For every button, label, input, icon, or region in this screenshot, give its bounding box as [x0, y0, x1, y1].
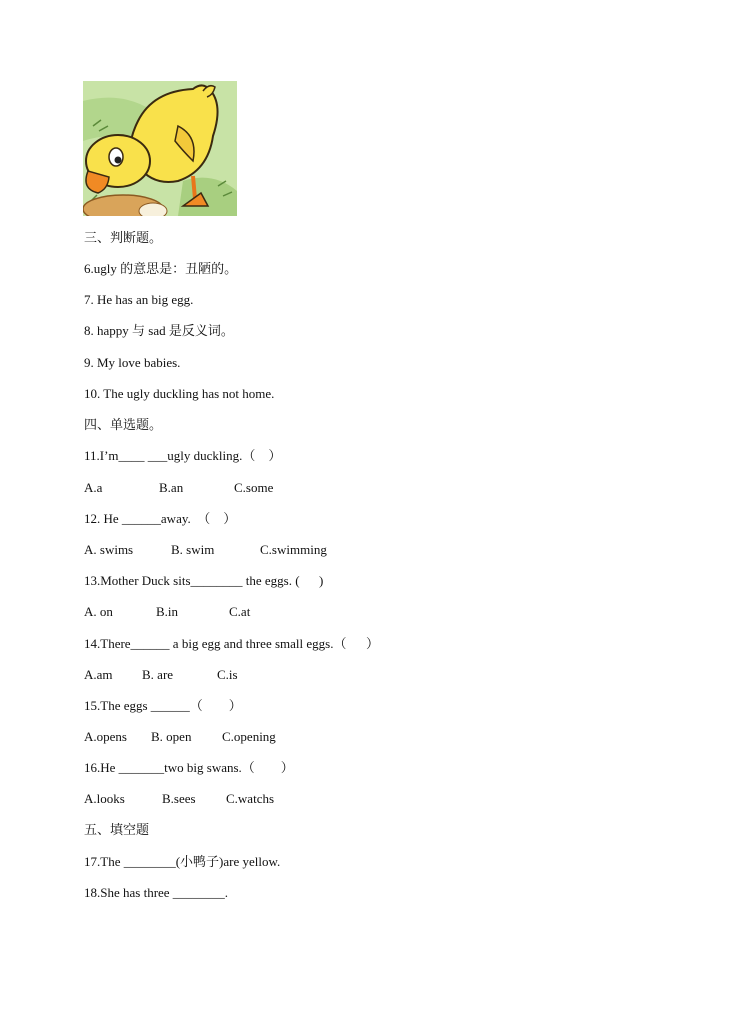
question-15: 15.The eggs ______（ ） [84, 698, 242, 713]
q16-option-c: C.watchs [226, 791, 275, 806]
q15-option-c: C.opening [222, 729, 276, 744]
question-16: 16.He _______two big swans.（ ） [84, 760, 294, 775]
section-title-choice: 四、单选题。 [84, 417, 163, 432]
q12-option-a: A. swims [84, 542, 134, 557]
question-14: 14.There______ a big egg and three small eggs.（ ） [84, 636, 379, 651]
question-13: 13.Mother Duck sits________ the eggs. ( ) [84, 573, 324, 588]
q15-option-b: B. open [151, 729, 192, 744]
q13-option-c: C.at [229, 604, 251, 619]
fill-item-18: 18.She has three ________. [84, 885, 229, 900]
judge-item-7: 7. He has an big egg. [84, 292, 194, 307]
section-title-judge: 三、判断题。 [84, 230, 163, 245]
q16-option-b: B.sees [162, 791, 196, 806]
question-11: 11.I’m____ ___ugly duckling.（ ） [84, 448, 282, 463]
q16-option-a: A.looks [84, 791, 125, 806]
section-title-fill: 五、填空题 [84, 822, 150, 837]
judge-item-10: 10. The ugly duckling has not home. [84, 386, 275, 401]
question-12: 12. He ______away. （ ） [84, 511, 237, 526]
duckling-image [83, 81, 237, 216]
fill-item-17: 17.The ________(小鸭子)are yellow. [84, 854, 281, 869]
judge-item-8: 8. happy 与 sad 是反义词。 [84, 323, 234, 338]
q13-option-b: B.in [156, 604, 179, 619]
q14-option-a: A.am [84, 667, 113, 682]
q11-option-c: C.some [234, 480, 274, 495]
q11-option-a: A.a [84, 480, 103, 495]
q12-option-c: C.swimming [260, 542, 327, 557]
q15-option-a: A.opens [84, 729, 127, 744]
q14-option-b: B. are [142, 667, 174, 682]
judge-item-9: 9. My love babies. [84, 355, 181, 370]
q13-option-a: A. on [84, 604, 113, 619]
q12-option-b: B. swim [171, 542, 215, 557]
q11-option-b: B.an [159, 480, 184, 495]
judge-item-6: 6.ugly 的意思是：丑陋的。 [84, 261, 238, 276]
q14-option-c: C.is [217, 667, 238, 682]
